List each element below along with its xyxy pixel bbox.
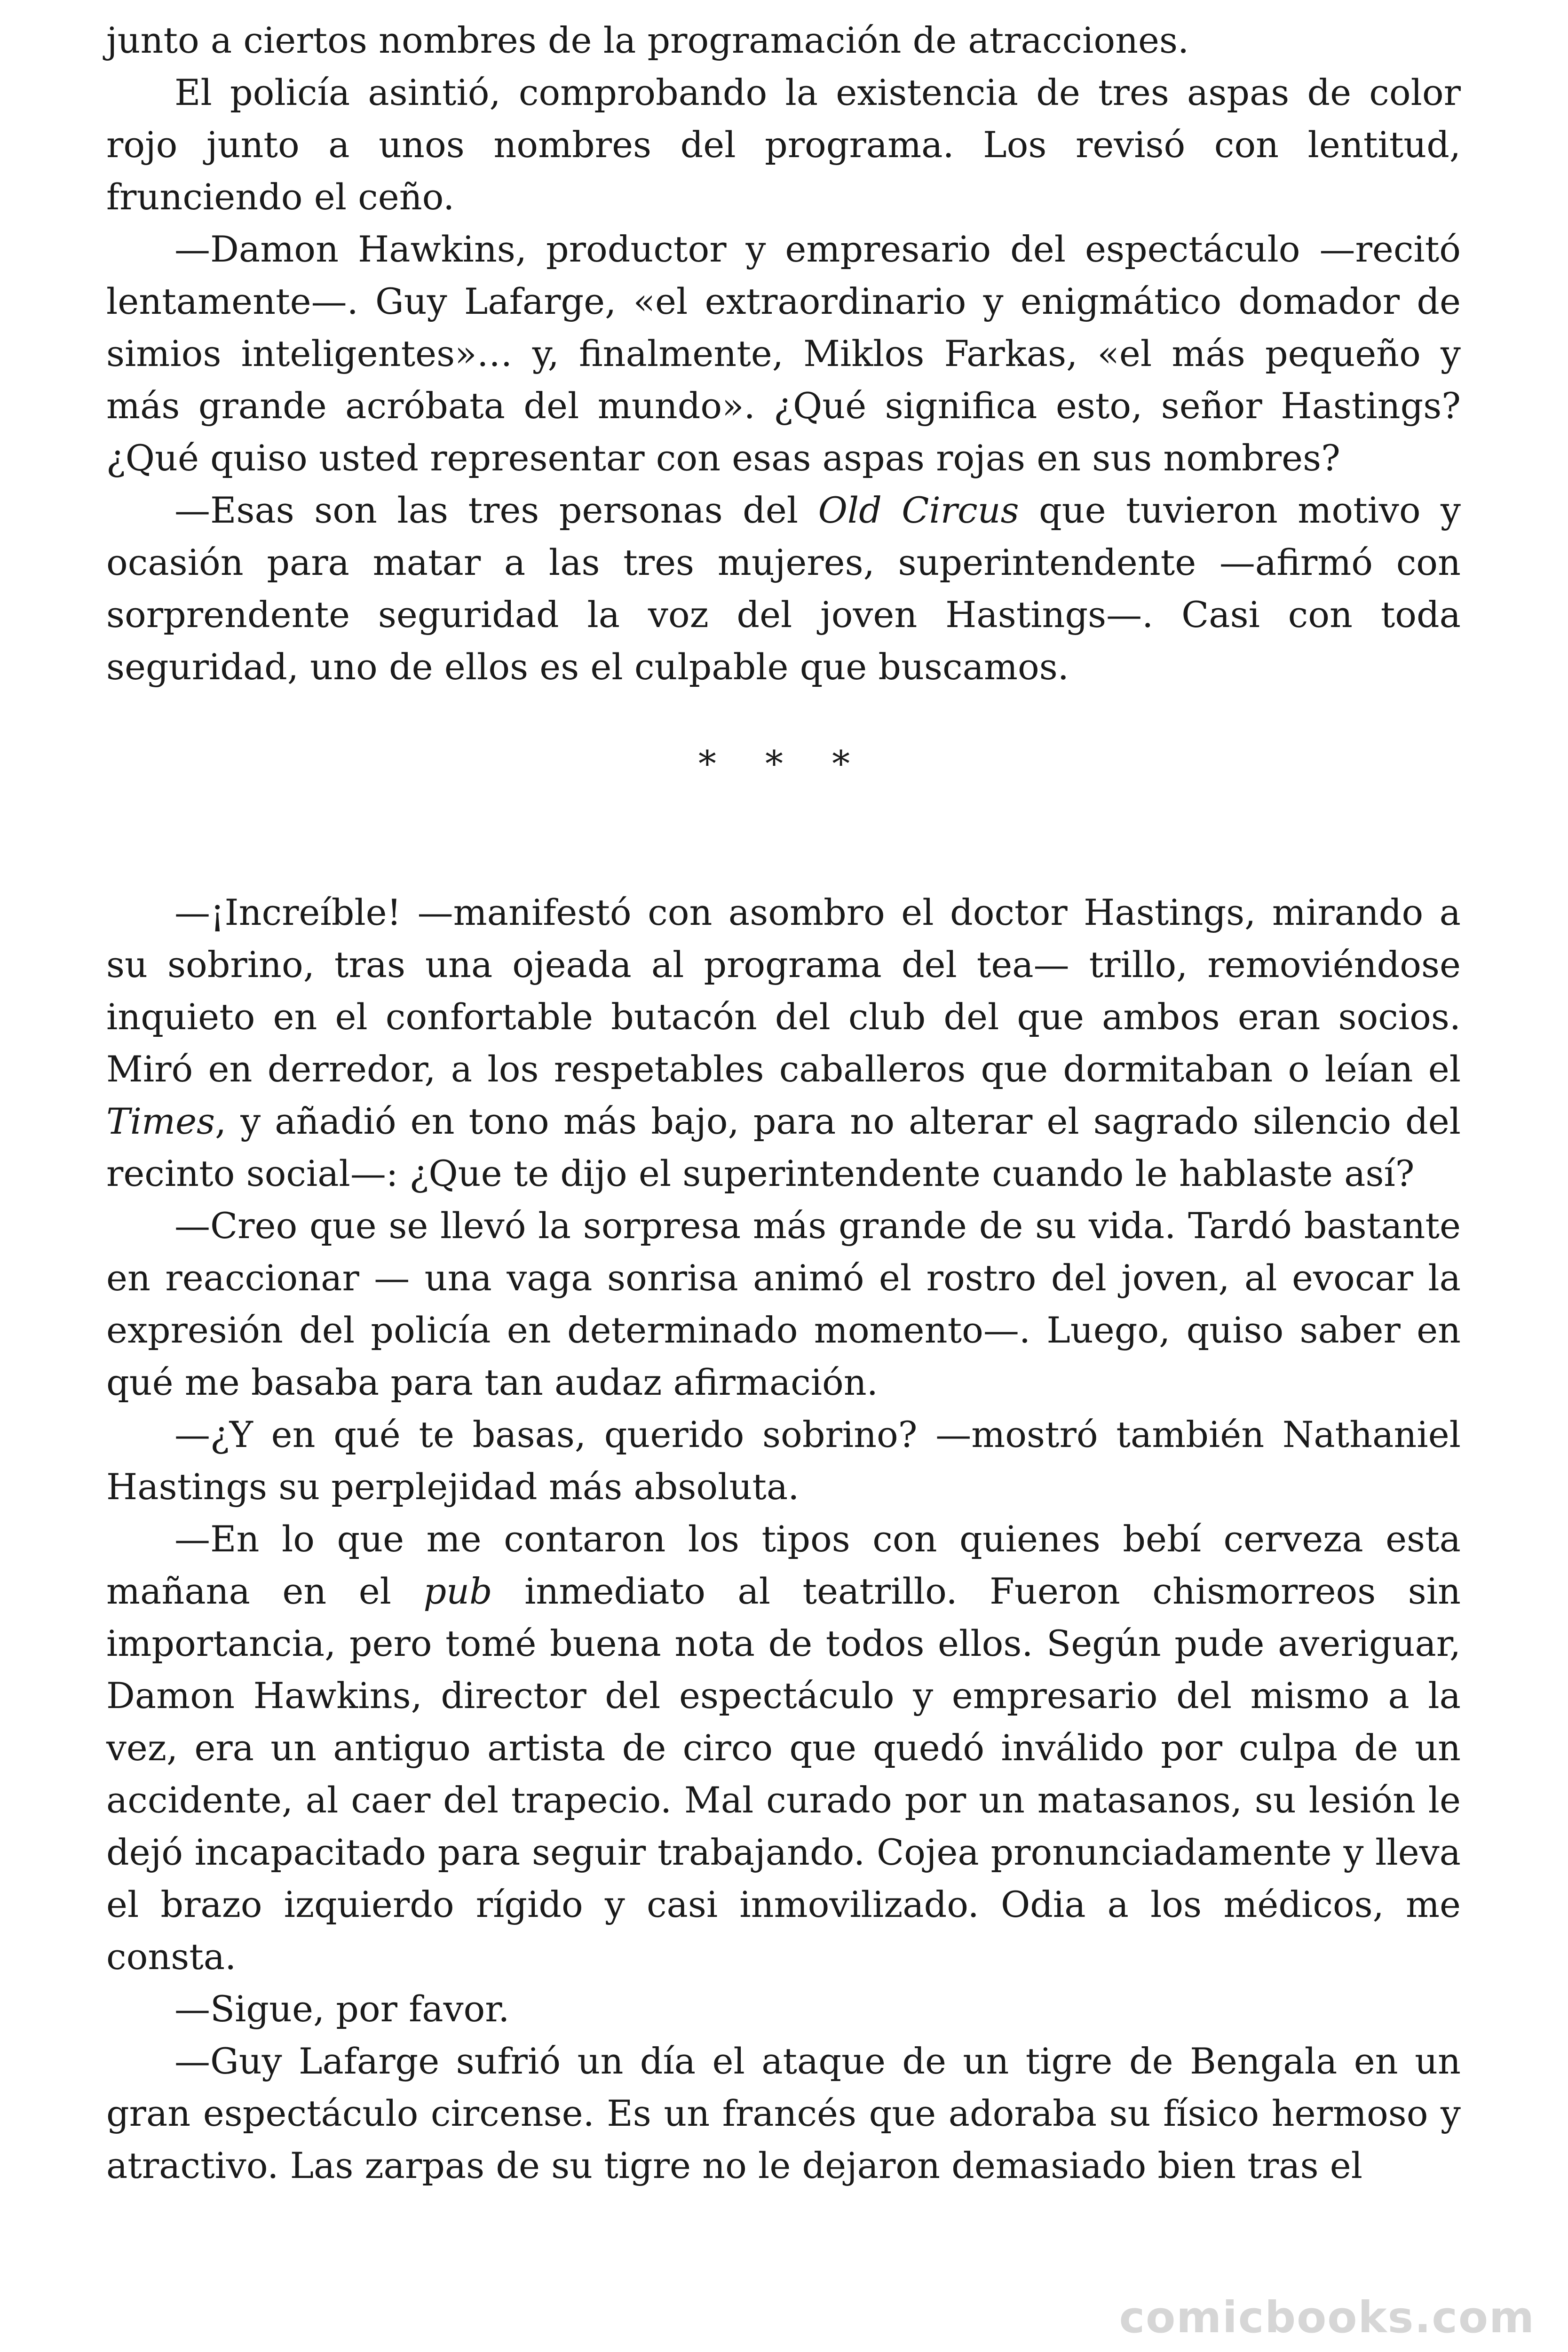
paragraph-3: —Damon Hawkins, productor y empresario del espectáculo —recitó lentamente—. Guy Lafarge, «el extraordinario y enigmático domador de simios inteligentes»… y, finalmente, Miklos Farkas, «el más pequeño y más grande acróbata del mundo». ¿Qué significa esto, señor Hastings? ¿Qué quiso usted representar con esas aspas rojas en sus nombres? <box>106 228 1461 479</box>
paragraph-5-text-b: , y añadió en tono más bajo, para no alterar el sagrado silencio del recinto social—: ¿Que te dijo el superintendente cuando le hablaste así? <box>106 1100 1461 1194</box>
paragraph-5-italic: Times <box>106 1100 215 1142</box>
paragraph-8-text-a: —En lo que me contaron los tipos con quienes bebí cerveza esta mañana en el <box>106 1518 1461 1612</box>
paragraph-1: junto a ciertos nombres de la programación de atracciones. <box>106 19 1189 61</box>
section-separator: * * * <box>698 743 869 785</box>
paragraph-5-text-a: —¡Increíble! —manifestó con asombro el doctor Hastings, mirando a su sobrino, tras una ojeada al programa del tea— trillo, removiéndose inquieto en el confortable butacón del club del que ambos eran socios. Miró en derredor, a los respetables caballeros que dormitaban o leían el <box>106 891 1461 1090</box>
paragraph-5 <box>106 886 1461 1200</box>
paragraph-8-italic: pub <box>423 1570 492 1612</box>
paragraph-9: —Sigue, por favor. <box>174 1988 510 2030</box>
paragraph-4 <box>106 484 1461 693</box>
paragraph-2: El policía asintió, comprobando la existencia de tres aspas de color rojo junto a unos nombres del programa. Los revisó con lentitud, frunciendo el ceño. <box>106 72 1461 218</box>
paragraph-4-italic: Old Circus <box>818 489 1019 531</box>
paragraph-10: —Guy Lafarge sufrió un día el ataque de un tigre de Bengala en un gran espectáculo circense. Es un francés que adoraba su físico hermoso y atractivo. Las zarpas de su tigre no le dejaron demasiado bien tras el <box>106 2040 1461 2186</box>
paragraph-8-text-b: inmediato al teatrillo. Fueron chismorreos sin importancia, pero tomé buena nota de todos ellos. Según pude averiguar, Damon Hawkins, director del espectáculo y empresario del mismo a la vez, era un antiguo artista de circo que quedó inválido por culpa de un accidente, al caer del trapecio. Mal curado por un matasanos, su lesión le dejó incapacitado para seguir trabajando. Cojea pronunciadamente y lleva el brazo izquierdo rígido y casi inmovilizado. Odia a los médicos, me consta. <box>106 1570 1461 1978</box>
paragraph-6: —Creo que se llevó la sorpresa más grande de su vida. Tardó bastante en reaccionar — una vaga sonrisa animó el rostro del joven, al evocar la expresión del policía en determinado momento—. Luego, quiso saber en qué me basaba para tan audaz afirmación. <box>106 1205 1461 1403</box>
document-page <box>106 14 1461 2192</box>
paragraph-8 <box>106 1513 1461 1983</box>
paragraph-4-text-a: —Esas son las tres personas del <box>174 489 818 531</box>
paragraph-4-text-b: que tuvieron motivo y ocasión para matar a las tres mujeres, superintendente —afirmó con sorprendente seguridad la voz del joven Hastings—. Casi con toda seguridad, uno de ellos es el culpable que buscamos. <box>106 489 1461 688</box>
watermark: comicbooks.com <box>1119 2292 1535 2343</box>
paragraph-7: —¿Y en qué te basas, querido sobrino? —mostró también Nathaniel Hastings su perplejidad más absoluta. <box>106 1414 1461 1508</box>
